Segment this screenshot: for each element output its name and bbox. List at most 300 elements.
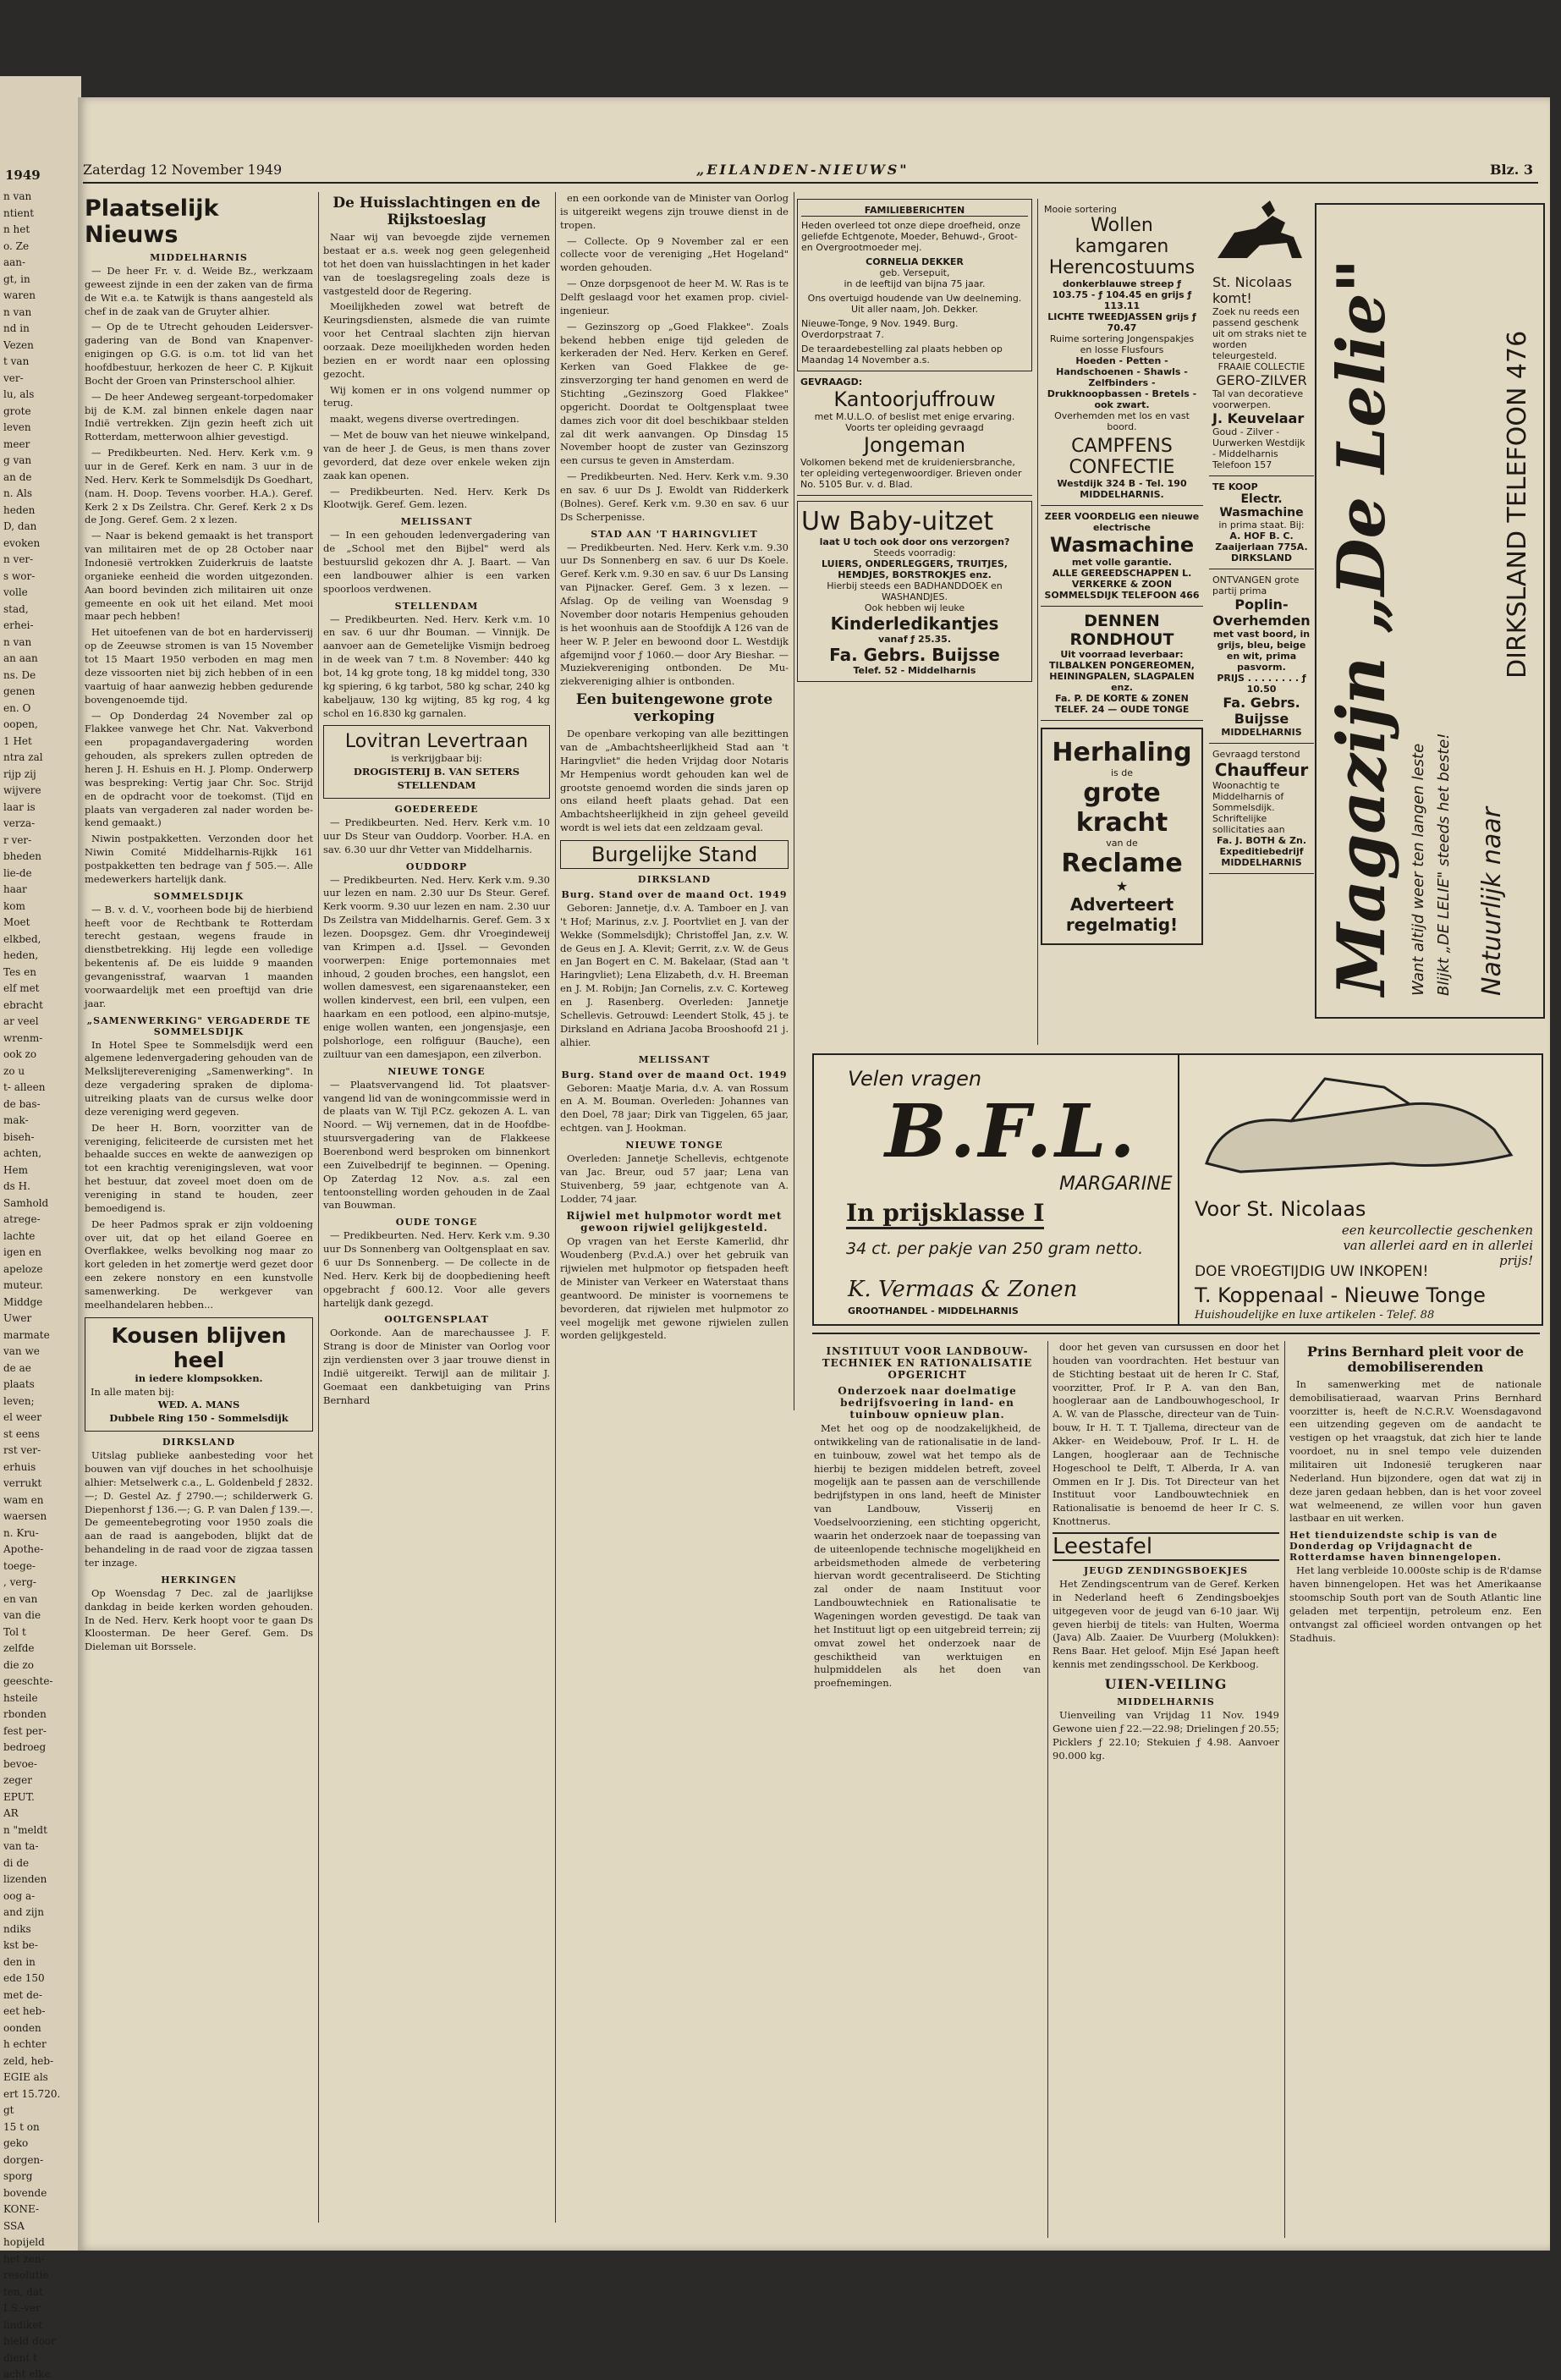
column-rule [1047,1341,1048,2238]
previous-page-line: Hem [3,1163,28,1176]
lelie-line5: DIRKSLAND TELEFOON 476 [1503,330,1532,679]
paragraph: Moeilijkheden zowel wat betreft de Keuringsdiensten, alsmede die van ruimte voor het Centraal slachten zijn hiervan oorzaak. Deze moeilijkheden worden heden bezien en er wordt naar een oplossing gezocht. [323,300,550,380]
herkingen-text: Op Woensdag 7 Dec. zal de jaarlijkse dankdag in beide kerken worden gehouden. In de Ned. Herv. Kerk hoopt voor te gaan Ds Kloosterman. De heer Geref. Gem. Ds Dieleman uit Borssele. [85,1586,313,1653]
vermaas-name: K. Vermaas & Zonen [848,1277,1078,1302]
previous-page-line: resolutie [3,2269,49,2281]
ad-herhaling [1041,728,1203,945]
previous-page-line: rbonden [3,1708,47,1720]
ad-levertraan-text: is verkrijgbaar bij: [391,752,482,765]
ad-levertraan-shop: DROGISTERIJ B. VAN SETERS STELLENDAM [353,766,520,792]
page-header [83,157,1538,184]
column-rule [1037,199,1038,1045]
wasm-sub: met volle garantie. [1071,557,1173,568]
goedereede-head: GOEDEREEDE [394,804,479,816]
issue-date: Zaterdag 12 November 1949 [83,162,283,178]
previous-page-line: van ta- [3,1840,39,1852]
family-name: CORNELIA DEKKER [866,256,964,267]
previous-page-line: zelfde [3,1642,35,1654]
previous-page-line: kom [3,899,25,912]
previous-page-line: verrukt [3,1477,42,1489]
wol-p2: LICHTE TWEEDJASSEN grijs ƒ 70.47 [1047,311,1196,333]
ouddorp-head: OUDDORP [405,860,468,872]
scanned-newspaper-sheet [0,76,1561,2380]
ad-dennen [1041,607,1203,721]
paragraph: — De heer Fr. v. d. Weide Bz., werkzaam geweest zijnde in een der zaken van de firma de Wit e.a. te Katwijk is thans aangesteld als chef in de zaak van de Gruyter alhier. [85,265,313,317]
ouddorp-text: — Predikbeurten. Ned. Herv. Kerk v.m. 9.30 uur lezen en nam. 2.30 uur Ds Steur. Geref. Kerk voorm. 9.30 uur lezen en nam. 2.30 uur Ds Zeilstra van Middelharnis. Geref. Gem. 3 x lezen. Doopsgez. Gem. dhr Vroegindeweij van Krimpen a.d. IJssel. — Gevonden voorwerpen: Enige portemonnaies met inhoud, 2 gouden broches, een hangslot, een wollen damesvest, een sigarenaansteker, een wollen kindervest, een bril, een vulpen, een haarkam en een potlood, een alpino-mutsje, enige wollen wanten, een jongensjasje, een polshorloge, een rolfiguur (Bauche), een zuiltuur van een damesjapon, een zilverbon. [323,873,550,1060]
hof-address: A. HOF B. C. Zaaijerlaan 775A. DIRKSLAND [1215,530,1308,563]
paragraph: — Predikbeurten. Ned. Herv. Kerk v.m. 9 uur in de Geref. Kerk en nam. 3 uur in de Ned. Herv. Kerk te Sommelsdijk Ds Goedhart, (nam. H. Doop. Tevens voorber. H.A.). Geref. Kerk 2 x Ds Zeilstra. Chr. Geref. Kerk 2 x Ds de Jong. Geref. Gem. 2 x lezen. [85,447,313,526]
poplin-title: Poplin-Overhemden [1212,596,1311,629]
keuvelaar-title: J. Keuvelaar [1212,410,1305,426]
poplin-sub: met vast boord, in grijs, bleu, beige en wit, prima pasvorm. [1212,629,1311,673]
previous-page-line: geko [3,2137,29,2149]
previous-page-line: leven [3,421,31,433]
ad-de-lelie [1315,203,1545,1019]
previous-page-line: oog a- [3,1889,36,1902]
ad-electr-wasmachine [1209,476,1314,569]
leestafel-sub: JEUGD ZENDINGSBOEKJES [1083,1565,1249,1577]
stand-dirksland-text: Geboren: Jannetje, d.v. A. Tamboer en J. van 't Hof; Marinus, z.v. J. Poortvliet en J. van der Wekke (Sommelsdijk); Christoffel Jan, z.v. W. de Geus en J. A. Klevit; Gerrit, z.v. W. de Geus en Jan Bogert en C. M. Bakelaar, (Stad aan 't Haringvliet); Lena Elizabeth, d.v. H. Breeman en J. M. Robijn; Jan Cornelis, z.v. C. Korteweg en J. Rasenberg. Overleden: Jannetje Schellevis. Getrouwd: Leendert Stolk, 45 j. te Dirksland en Adriana Jacoba Brooshoofd 21 j. alhier. [560,902,789,1048]
previous-page-line: r ver- [3,833,32,846]
verkoping-title: Een buitengewone grote verkoping [575,691,773,725]
previous-page-line: D, dan [3,520,37,532]
family-age: in de leeftijd van bijna 75 jaar. [844,278,986,289]
column-rule [1284,1341,1285,2238]
previous-page-line: el weer [3,1411,41,1423]
previous-page-line: o. Ze [3,239,30,252]
previous-page-line: Samhold [3,1196,49,1209]
previous-page-date: 1949 [5,168,41,183]
previous-page-line: wijvere [3,784,41,796]
previous-page-line: Middge [3,1295,43,1308]
ad-kousen [85,1317,313,1432]
previous-page-line: di de [3,1856,30,1869]
previous-page-line: SSA [3,2219,25,2232]
ad-bfl-margarine [812,1053,1543,1326]
lelie-line4: Blijkt „DE LELIE" steeds het beste! [1435,733,1453,996]
lelie-title: Magazijn „De Lelie" [1323,258,1400,996]
previous-page-line: leven; [3,1394,35,1407]
previous-page-line: lie-de [3,866,32,879]
poplin-place: MIDDELHARNIS [1221,727,1302,738]
previous-page-line: eet heb- [3,2005,46,2017]
herh-3: grote kracht [1075,778,1168,838]
paragraph: — Predikbeurten. Ned. Herv. Kerk v.m. 9.30 en sav. 6 uur Ds J. Ewoldt van Ridderkerk (Bolnes). Geref. Kerk v.m. 9.30 en sav. 6 uur Ds Scherpenisse. [560,470,789,523]
previous-page-line: en van [3,1592,38,1605]
lelie-line2: Natuurlijk naar [1477,807,1507,996]
paragraph: — Met de bouw van het nieuwe winkelpand, van de heer J. de Geus, is men thans zover gevorderd, dat deze over enkele weken zijn zaak kan openen. [323,429,550,481]
family-burial: De teraardebestelling zal plaats hebben op Maandag 14 November a.s. [801,344,1003,366]
previous-page-line: 1 Het [3,734,32,747]
previous-page-line: waersen [3,1510,47,1522]
previous-page-line: bevoe- [3,1757,37,1770]
dirksland-text: Uitslag publieke aanbesteding voor het bouwen van vijf douches in het schoolhuisje alhier: Metselwerk c.a., L. Goldenbeld ƒ 2832.—; D. Gestel Az. ƒ 2790.—; schilderwerk G. Diepenhorst ƒ 136.—; G. P. van Dalen ƒ 139.—. De gemeentebegroting voor 1950 zoals die aan de raad is aangeboden, blijkt dat de behandeling in de raad voor de zigzaa tassen ter inzage. [85,1449,313,1569]
paragraph: Het uitoefenen van de bot en hardervisserij op de Zeeuwse stromen is van 15 November tot 15 Maart 1950 verboden en mag men deze vissoorten niet bij zich hebben of in een vaartuig of haar aanwezig hebben gedurende bovengenoemde tijd. [85,626,313,706]
wol-title: Wollen kamgaren Herencostuums [1048,215,1195,278]
leestafel-text: Het Zendingscentrum van de Geref. Kerken in Nederland heeft 6 Zendingsboekjes uitgegeven voor de jeugd van 6-10 jaar. Wij geven hierbij de titels: van Hulten, Woerma (Java) Alb. Zaaier. De Vuurberg (Molukken): Rens Baar. Het geloof. Mijn Esé Japan heeft kennis met zendingsschool. De Kerkboog. [1053,1578,1279,1671]
previous-page-line: sporg [3,2170,33,2182]
section-title: Plaatselijk Nieuws [85,195,219,248]
nic-text: Zoek nu reeds een passend geschenk uit om straks niet te worden teleurgesteld. [1212,306,1307,361]
previous-page-line: heden [3,503,36,516]
paragraph: — Onze dorpsgenoot de heer M. W. Ras is te Delft geslaagd voor het examen prop. civiel-ingenieur. [560,278,789,316]
previous-page-line: zeger [3,1774,32,1786]
previous-page-line: Tes en [3,965,36,978]
poplin-shop: Fa. Gebrs. Buijsse [1223,695,1300,727]
ad-baby-uitzet [797,501,1032,682]
article-title: De Huisslachtingen en de Rijkstoeslag [333,195,541,228]
campfens-logo: CAMPFENS CONFECTIE [1069,436,1175,478]
paragraph: — Op Donderdag 24 November zal op Flakkee vanwege het Chr. Nat. Vakverbond een propagandavergadering worden gehouden, als sprekers zullen optreden de heren J. H. Eshuis en H. J. Plomp. Onderwerp was bespreking: Vertig jaar Chr. Soc. Strijd en de opdracht voor de toekomst. (Tijd en plaats van vergaderen zal nader worden bekend gemaakt.) [85,709,313,829]
previous-page-line: Moet [3,916,30,928]
baby-stock: Steeds voorradig: [873,547,956,558]
previous-page-line: atrege- [3,1213,41,1225]
electr-sub: in prima staat. Bij: [1218,519,1305,530]
previous-page-line: gt, in [3,272,30,285]
previous-page-line: het zen- [3,2252,45,2265]
burgerlijke-stand-title: Burgelijke Stand [591,843,758,867]
prins-title: Prins Bernhard pleit voor de demobiliserenden [1306,1344,1525,1376]
herh-4: van de [1106,838,1138,849]
stand-melissant-head: MELISSANT [638,1053,711,1065]
previous-page-line: KONE- [3,2203,40,2215]
previous-page-line: met de- [3,1988,42,2001]
leestafel-title: Leestafel [1053,1532,1279,1561]
herh-1: Herhaling [1052,738,1192,767]
baby-price: vanaf ƒ 25.35. [877,634,952,645]
bfl-price: 34 ct. per pakje van 250 gram netto. [846,1239,1144,1258]
newspaper-page [78,97,1550,2251]
nic-bfl-title: Voor St. Nicolaas [1195,1197,1366,1221]
previous-page-line: ert 15.720. [3,2087,61,2100]
previous-page-line: dient t [3,2351,37,2364]
ad-chauffeur [1209,744,1314,874]
ad-wasmachine [1041,506,1203,607]
local-news-sections [85,252,313,1312]
rijwiel-title: Rijwiel met hulpmotor wordt met gewoon rijwiel gelijkgesteld. [566,1210,783,1234]
previous-page-line: achten, [3,1147,42,1159]
previous-page-line: EGIE als [3,2071,48,2083]
previous-page-line: hsteile [3,1691,38,1704]
campfens-address: Westdijk 324 B - Tel. 190 MIDDELHARNIS. [1057,478,1187,500]
wasm-pre: ZEER VOORDELIG een nieuwe electrische [1044,511,1200,533]
electr-title: Electr. Wasmachine [1219,492,1304,519]
dennen-text: Uit voorraad leverbaar: TILBALKEN PONGEREOMEN, HEININGPALEN, SLAGPALEN enz. [1049,649,1195,693]
veiling-text: Uienveiling van Vrijdag 11 Nov. 1949 Gewone uien ƒ 22.—22.98; Drielingen ƒ 20.55; Picklers ƒ 22.10; Stekuien ƒ 4.98. Aanvoer 90.000 kg. [1053,1709,1279,1762]
stand-dirksland-sub: Burg. Stand over de maand Oct. 1949 [561,889,788,901]
paragraph: — De heer Andeweg sergeant-torpedomaker bij de K.M. zal binnen enkele dagen naar Indië vertrekken. Zijn gezin heeft zich uit Rotterdam, metterwoon alhier gevestigd. [85,390,313,443]
previous-page-line: en. O [3,701,31,714]
previous-page-line: Vezen [3,338,34,351]
article-prins-bernhard [1289,1341,1542,2238]
previous-page-line: lu, als [3,388,35,400]
column-local-news [85,192,313,2223]
previous-page-line: ten, dat [3,2285,43,2298]
previous-page-line: laar is [3,800,36,813]
ooltgensplaat-text: Oorkonde. Aan de marechaussee J. F. Strang is door de Minister van Oorlog voor zijn verdiensten over 3 jaar trouwe dienst in Indië uitgereikt. Terwijl aan de militair J. Goemaat een dankbetuiging van Prins Bernhard [323,1327,550,1406]
inst-text: Met het oog op de noodzakelijkheid, de ontwikkeling van de rationalisatie in de land- en tuinbouw, zowel wat het tempo als de hierbij te bezigen middelen betreft, zoveel mogelijk aan te passen aan de verschillende bedrijfstypen in ons land, heeft de Minister van Landbouw, Visserij en Voedselvoorziening, een stichting opgericht, waarin het onderzoek naar de toepassing van de uiteenlopende technische mogelijkheid en arbeidsmethoden almede de verbetering hiervan wordt gecentraliseerd. De Stichting zal onder de naam Instituut voor Landbouwtechniek en Rationalisatie te Wageningen worden gevestigd. De taak van het Instituut ligt op een uitgebreid terrein; zij omvat zowel het onderzoek naar de geschiktheid van werktuigen en hulpmiddelen als het doen van proefnemingen. [814,1422,1041,1690]
inst-sub: Onderzoek naar doelmatige bedrijfsvoering in land- en tuinbouw opnieuw plan. [838,1385,1017,1421]
column-huisslachtingen [323,192,550,2223]
previous-page-line: an aan [3,652,38,664]
previous-page-line: ook zo [3,1048,37,1060]
previous-page-line: genen [3,685,36,697]
ad-nicolaas [1209,269,1314,476]
stad-head: STAD AAN 'T HARINGVLIET [591,528,758,540]
previous-page-line: den in [3,1955,36,1968]
nic-bfl-call: DOE VROEGTIJDIG UW INKOPEN! [1195,1263,1429,1280]
ad-wollen [1041,199,1203,506]
paragraph: De heer Padmos sprak er zijn voldoening over uit, dat op het eiland Goeree en Overflakkee, welks bevolking nog maar zo kort geleden in het zomertje werd gezet door een zekere nonstory en een kunstvolle samenwerking. De werkgever van meelhandelaren hebben... [85,1217,313,1311]
herh-6: Adverteert regelmatig! [1065,894,1179,935]
previous-page-line: , verg- [3,1576,36,1588]
chauf-shop: Fa. J. BOTH & Zn. Expeditiebedrijf MIDDELHARNIS [1216,835,1307,868]
previous-page-line: igen en [3,1246,41,1258]
jongeman-title: Jongeman [863,433,966,457]
previous-page-line: rijp zij [3,767,36,780]
previous-page-line: hield door [3,2335,56,2347]
inst-text-2: door het geven van cursussen en door het houden van voordrachten. Het bestuur van de Stichting bestaat uit de heren Ir C. Staf, voorzitter, Prof. Ir P. A. van den Ban, hoogleraar aan de Landbouwhogeschool, Ir A. W. van de Plassche, directeur van de Tuinbouw, Ir H. T. T. Tjallema, directeur van de Akker- en Weidebouw, Prof. Ir L. H. de Langen, hoogleraar aan de Technische Hogeschool te Delft, T. Alberda, Ir A. van Ommen en Ir J. Dis. Tot Directeur van het Instituut voor Landbouwtechniek en Rationalisatie is benoemd de heer Ir C. S. Knottnerus. [1053,1341,1279,1528]
baby-shop: Fa. Gebrs. Buijsse [829,645,1000,665]
family-place: Nieuwe-Tonge, 9 Nov. 1949. Burg. Overdorpstraat 7. [801,318,959,340]
previous-page-line: n "meldt [3,1823,47,1836]
poplin-price: PRIJS . . . . . . . . ƒ 10.50 [1217,673,1306,695]
previous-page-line: t- alleen [3,1081,46,1093]
paragraph: — Naar is bekend gemaakt is het transport van militairen met de op 28 October naar Indonesië vertrokken Zuiderkruis de laatste organieke eenheid die worden uitgezonden. Aan boord bevinden zich militairen uit onze gemeente en ook uit het eiland. Met mooi maar pech hebben! [85,530,313,623]
chauf-text: Woonachtig te Middelharnis of Sommelsdijk. Schriftelijke sollicitaties aan [1212,780,1285,835]
column-ads-clothing [1041,199,1203,945]
dennen-shop: Fa. P. DE KORTE & ZONEN TELEF. 24 — OUDE TONGE [1054,693,1190,715]
previous-page-line: st eens [3,1427,40,1440]
wol-p4: Hoeden - Petten - Handschoenen - Shawls - Zelfbinders - Drukknoopbassen - Bretels - ook zwart. [1047,355,1197,410]
nic-title: St. Nicolaas komt! [1212,274,1292,306]
previous-page-line: n. Kru- [3,1526,39,1539]
koppenaal-name: T. Koppenaal - Nieuwe Tonge [1195,1283,1486,1307]
previous-page-line: n ver- [3,553,34,565]
bfl-klasse: In prijsklasse I [846,1199,1044,1229]
previous-page-line: elf met [3,982,40,994]
previous-page-line: Tol t [3,1625,26,1638]
previous-page-line: muteur. [3,1279,43,1291]
stand-dirksland-head: DIRKSLAND [637,874,712,886]
herh-5: Reclame [1061,849,1183,878]
previous-page-line: de ae [3,1361,31,1374]
column-news-3 [560,192,789,2223]
koppenaal-sub: Huishoudelijke en luxe artikelen - Telef. 88 [1195,1309,1435,1322]
previous-page-line: ns. De [3,668,36,681]
previous-page-line: die zo [3,1658,34,1671]
previous-page-line: bheden [3,850,42,862]
previous-page-line: EPUT. [3,1790,35,1803]
chauf-title: Chauffeur [1214,760,1309,780]
newspaper-name: „EILANDEN-NIEUWS" [696,162,910,178]
previous-page-line: oonden [3,2021,41,2034]
family-text: Heden overleed tot onze diepe droefheid, onze geliefde Echtgenote, Moeder, Behuwd-, Groot- en Overgrootmoeder mej. [801,220,1021,253]
tiend-text: Het lang verbleide 10.000ste schip is de R'damse haven binnengelopen. Het was het Amerikaanse stoomschip South port van de South Atlantic line geladen met terpentijn, petroleum enz. Een ontvangst zal officieel worden ontvangen op het Stadhuis. [1289,1564,1542,1644]
previous-page-line: ede 150 [3,1972,45,1984]
previous-page-line: volle [3,586,28,598]
dennen-title: DENNEN RONDHOUT [1069,612,1174,649]
tiend-title: Het tienduizendste schip is van de Donderdag op Vrijdagnacht de Rotterdamse haven binnengelopen. [1289,1530,1502,1564]
previous-page-line: elkbed, [3,932,41,945]
herkingen-head: HERKINGEN [161,1574,237,1586]
previous-page-line: verza- [3,817,36,829]
previous-page-line: dorgen- [3,2153,44,2166]
ad-kousen-title: Kousen blijven heel [111,1322,287,1372]
previous-page-line: zo u [3,1064,25,1077]
previous-page-line: n van [3,635,32,648]
paragraph: — B. v. d. V., voorheen bode bij de hierbiend heeft voor de Rechtbank te Rotterdam terecht gestaan, wegens fraude in dienstbetrekking. Hij legde een volledige bekentenis af. De eis luidde 9 maanden gevangenisstraf, waarvan 1 maanden voorwaardelijk met een proeftijd van drie jaar. [85,903,313,1009]
previous-page-line: and zijn [3,1906,44,1918]
wol-p3: Ruime sortering Jongenspakjes en losse Flusfours [1049,333,1195,355]
previous-page-line: ndiks [3,1922,31,1935]
bfl-margarine: MARGARINE [1059,1174,1173,1195]
previous-page-line: lachte [3,1229,36,1242]
baby-items: LUIERS, ONDERLEGGERS, TRUITJES, HEMDJES, BORSTROKJES enz. [822,558,1008,580]
previous-page-line: t van [3,355,30,367]
baby-extra2: Ook hebben wij leuke [864,602,965,613]
wasm-shop: ALLE GEREEDSCHAPPEN L. VERKERKE & ZOON SOMMELSDIJK TELEFOON 466 [1044,568,1200,601]
previous-page-line: biseh- [3,1130,35,1143]
previous-page-line: n van [3,305,32,318]
melissant-text: — In een gehouden ledenvergadering van de „School met den Bijbel" werd als bestuurslid gekozen dhr A. J. Baart. — Van een landbouwer alhier is een varken spoorloos verdwenen. [323,529,550,595]
previous-page-line: evoken [3,536,41,549]
paragraph: Wij komen er in ons volgend nummer op terug. [323,383,550,409]
rijwiel-text: Op vragen van het Eerste Kamerlid, dhr Woudenberg (P.v.d.A.) over het gebruik van rijwielen met hulpmotor op fietspaden heeft de Minister van Verkeer en Waterstaat thans geantwoord. De minister is voornemens te bevorderen, dat rijwielen met hulpmotor zo veel mogelijk met gewone rijwielen zullen worden gelijkgesteld. [560,1235,789,1342]
dirksland-head: DIRKSLAND [162,1437,236,1448]
previous-page-line: ntient [3,206,35,219]
column-rule [318,192,319,2223]
ad-family-notice [797,199,1032,371]
paragraph: De heer H. Born, voorzitter van de vereniging, feliciteerde de cursisten met het behaalde succes en wekte de aanwezigen op tot een krachtig verenigingsleven, wat voor het bestuur, dat zoveel moet doen om de vereniging in stand te houden, zeer bemoedigend is. [85,1121,313,1214]
previous-page-line: de bas- [3,1097,41,1110]
previous-page-line: meer [3,437,30,450]
family-geb: geb. Versepuit, [879,267,950,278]
paragraph: — Collecte. Op 9 November zal er een collecte voor de vereniging „Het Hogeland" worden gehouden. [560,234,789,274]
previous-page-line: heden, [3,949,39,961]
stellendam-head: STELLENDAM [394,600,479,612]
previous-page-line: an de [3,470,32,483]
ad-kousen-text: In alle maten bij: [91,1385,175,1398]
keuvelaar-sub: Goud - Zilver - Uurwerken Westdijk - Middelharnis Telefoon 157 [1212,426,1305,470]
previous-page-line: fest per- [3,1724,47,1737]
previous-page-line: van we [3,1345,40,1357]
previous-page-line: bovende [3,2186,47,2199]
previous-page-line: aan- [3,256,26,268]
previous-page-line: acht elke [3,2368,51,2380]
oude-tonge-head: OUDE TONGE [395,1217,478,1228]
ontv-label: ONTVANGEN grote partij prima [1212,574,1300,596]
previous-page-line: oopen, [3,718,38,730]
paragraph: Niwin postpakketten. Verzonden door het Niwin Comité Middelharnis-Rijkk 161 postpakketten ten bedrage van ƒ 505.—. Alle medewerkers hartelijk dank. [85,833,313,885]
paragraph: Naar wij van bevoegde zijde vernemen bestaat er a.s. week nog geen gelegenheid tot het doen van huisslachtingen in het kader van de toeslagsregeling zoals deze is vastgesteld door de Regering. [323,231,550,297]
paragraph: maakt, wegens diverse overtredingen. [330,413,519,426]
news-3-body [560,192,789,525]
previous-page-line: gt [3,2104,14,2116]
previous-page-line: toege- [3,1559,36,1572]
wol-p5: Overhemden met los en vast boord. [1054,410,1190,432]
paragraph: — Predikbeurten. Ned. Herv. Kerk Ds Klootwijk. Geref. Gem. lezen. [323,485,550,511]
oude-tonge-text: — Predikbeurten. Ned. Herv. Kerk v.m. 9.30 uur Ds Sonnenberg van Ooltgensplaat en sav. 6 uur Ds Sonnenberg. — De collecte in de Ned. Herv. Kerk bij de doopbediening heeft opgebracht ƒ 600.12. Voor alle gevers hartelijk dank gezegd. [323,1229,550,1309]
previous-page-line: haar [3,883,27,895]
previous-page-line: n. Als [3,487,33,499]
nic-gz: GERO-ZILVER [1216,372,1307,388]
nic-deco: Tal van decoratieve voorwerpen. [1212,388,1304,410]
paragraph: en een oorkonde van de Minister van Oorlog is uitgereikt wegens zijn trouwe dienst in de tropen. [560,192,789,231]
previous-page-line: zeld, heb- [3,2054,54,2067]
previous-page-line: grote [3,404,31,417]
nic-bfl-text: een keurcollectie geschenken van allerlei aard en in allerlei prijs! [1341,1223,1533,1268]
ooltgensplaat-head: OOLTGENSPLAAT [384,1314,489,1326]
previous-page-line: 15 t on [3,2120,40,2133]
paragraph: — Op de te Utrecht gehouden Leidersvergadering van de Bond van Knapenverenigingen op G.G. is o.m. tot lid van het hoofdbestuur, herkozen de heer C. P. Kijkuit Bocht der Groen van Prinsterschool alhier. [85,321,313,387]
previous-page-line: bedroeg [3,1741,47,1753]
previous-page-line: ver- [3,371,24,384]
nieuwe-tonge-text: — Plaatsvervangend lid. Tot plaatsvervangend lid van de woningcommissie werd in de plaats van W. Tijl P.Cz. gekozen A. L. van Noord. — Wij vernemen, dat in de Hoofdbestuursvergadering van de Flakkeese Boerenbond werd besproken om binnenkort een Zuivelbedrijf te beginnen. — Opening. Op Zaterdag 12 Nov. a.s. zal een tentoonstelling worden gehouden in de Zaal van Bouwman. [323,1078,550,1212]
ad-kousen-shop: WED. A. MANS [157,1399,240,1411]
previous-page-line: wrenm- [3,1031,43,1044]
previous-page-line: lizenden [3,1873,47,1885]
lelie-line3: Want altijd weer ten langen leste [1410,743,1427,996]
vermaas-sub: GROOTHANDEL - MIDDELHARNIS [848,1305,1019,1316]
baby-extra: Hierbij steeds een BADHANDDOEK en WASHANDJES. [827,580,1003,602]
stellendam-text: — Predikbeurten. Ned. Herv. Kerk v.m. 10 en sav. 6 uur dhr Bouman. — Vinnijk. De aanvoer aan de Gemetelijke Vismijn bedroeg in de week van 7 t.m. 8 November: 440 kg bot, 14 kg grote tong, 18 kg middel tong, 330 kg spiering, 6 kg tarbot, 580 kg schar, 240 kg kabeljauw, 130 kg wijting, 85 kg rog, 4 kg schol en 16.830 kg garnalen. [323,613,550,719]
page-number: Blz. 3 [1490,162,1533,178]
previous-page-line: erhei- [3,619,34,631]
previous-page-line: n van [3,190,32,202]
column-ads-family [797,199,1032,682]
previous-page-line: waren [3,289,36,301]
previous-page-line: plaats [3,1378,35,1390]
wol-p1: donkerblauwe streep ƒ 103.75 - ƒ 104.45 en grijs ƒ 113.11 [1052,278,1192,311]
sinterklaas-horse-icon [1209,199,1314,267]
gevraagd-label: GEVRAAGD: [800,377,863,388]
family-sign: Ons overtuigd houdende van Uw deelneming. Uit aller naam, Joh. Dekker. [807,293,1022,315]
previous-page-line: Apothe- [3,1543,44,1555]
previous-page-line: geeschte- [3,1675,53,1687]
stand-melissant-text: Geboren: Maatje Maria, d.v. A. van Rossum en A. M. Bouman. Overleden: Johannes van den Doel, 78 jaar; Dirk van Tiggelen, 65 jaar, echtgen. van J. Hookman. [560,1081,789,1135]
herh-2: is de [1110,767,1134,778]
previous-page-line: nd in [3,322,30,334]
melissant-head: MELISSANT [400,516,473,528]
previous-page-line: AR [3,1807,19,1819]
previous-page-line: van die [3,1609,41,1621]
previous-page-line: erhuis [3,1460,36,1473]
column-ads-nicolaas [1209,199,1314,874]
subsection-head: „SAMENWERKING" VERGADERDE TE SOMMELSDIJK [86,1014,311,1037]
ad-gevraagd [797,371,1032,496]
shoe-icon [1190,1062,1528,1189]
previous-page-line: rst ver- [3,1444,41,1456]
baby-sub: laat U toch ook door ons verzorgen? [819,536,1010,547]
previous-page-line: ar veel [3,1015,39,1027]
stand-melissant-sub: Burg. Stand over de maand Oct. 1949 [561,1069,788,1080]
ad-levertraan [323,725,550,799]
previous-page-edge [0,76,81,2380]
previous-page-line: mak- [3,1114,29,1126]
previous-page-line: stad, [3,602,29,615]
baby-kinder: Kinderledikantjes [830,613,999,634]
bfl-velen: Velen vragen [848,1067,982,1091]
bfl-name: B.F.L. [885,1089,1139,1174]
prins-text: In samenwerking met de nationale demobilisatieraad, waarvan Prins Bernhard voorzitter is, heeft de N.C.R.V. Woensdagavond een uitzending gegeven om de aandacht te vestigen op het vraagstuk, dat zich hier te lande voordoet, nu in snel tempo vele duizenden militairen uit Indonesië terugkeren naar Nederland. Hun bijzondere, ogen dat wat zij in deze jaren gedaan hebben, dan is het voor zoveel wat welmeenend, ze willen voor hun gaven lastbaar en uit werken. [1289,1377,1542,1525]
nieuwe-tonge-head: NIEUWE TONGE [388,1065,486,1077]
veiling-title: UIEN-VEILING [1104,1676,1228,1693]
bfl-divider [1178,1055,1179,1324]
subsection-head: MIDDELHARNIS [150,252,248,263]
ad-kousen-sub: in iedere klompsokken. [135,1371,263,1384]
burgerlijke-stand-header [560,840,789,869]
